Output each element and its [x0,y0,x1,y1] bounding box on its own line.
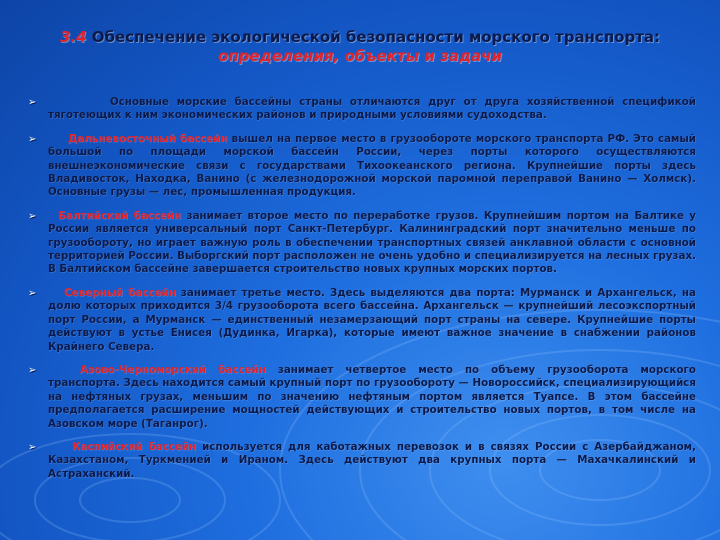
slide-title [30,28,690,66]
title-main: Обеспечение экологической безопасности морского транспорта: [91,28,661,46]
bullet-item-caspian [26,441,696,481]
bullet-text: занимает третье место. Здесь выделяются два порта: Мурманск и Архангельск, на долю которых приходится 3/4 грузооборота всего бассейна. Архангельск — крупнейший лесоэкспортный порт России, а Мурманск — единственный незамерзающий порт страны на севере. Крупнейшие порты действуют в устье Енисея (Дудинка, Игарка), которые имеют важное значение в снабжении районов Крайнего Севера. [48,286,696,353]
bullet-text: занимает второе место по переработке грузов. Крупнейшим портом на Балтике у России является универсальный порт Санкт-Петербург. Калининградский порт значительно меньше по грузообороту, но играет важную роль в обеспечении транспортных связей анклавной области с основной территорией России. Выборгский порт расположен не очень удобно и специализируется на лесных грузах. В Балтийском бассейне завершается строительство новых крупных морских портов. [48,209,696,276]
bullet-item-baltic [26,210,696,277]
title-number: 3.4 [59,28,87,46]
bullet-highlight: Дальневосточный бассейн [68,132,228,145]
bullet-highlight: Азово-Черноморский бассейн [80,363,266,376]
arrow-bullet-icon: ➢ [28,133,37,145]
bullet-item-far-east [26,133,696,200]
bullet-item-north [26,287,696,354]
arrow-bullet-icon: ➢ [28,441,37,453]
bullet-text: Основные морские бассейны страны отличаются друг от друга хозяйственной спецификой тяготеющих к ним экономических районов и природными условиями судоходства. [48,96,696,122]
arrow-bullet-icon: ➢ [28,97,37,108]
bullet-highlight: Балтийский бассейн [58,209,182,222]
bullet-item-overview [26,96,696,123]
bullet-text: используется для каботажных перевозок и в связях России с Азербайджаном, Казахстаном, Туркменией и Ираном. Здесь действуют два крупных порта — Махачкалинский и Астраханский. [48,440,696,480]
arrow-bullet-icon: ➢ [28,364,37,376]
bullet-item-azov-black-sea [26,364,696,431]
bullet-highlight: Северный бассейн [64,286,176,299]
arrow-bullet-icon: ➢ [28,210,37,222]
bullet-highlight: Каспийский бассейн [72,440,197,453]
bullet-list [26,96,696,491]
title-subtitle: определения, объекты и задачи [218,47,502,65]
arrow-bullet-icon: ➢ [28,287,37,299]
bullet-text: занимает четвертое место по объему грузооборота морского транспорта. Здесь находится самый крупный порт по грузообороту — Новороссийск, специализирующийся на нефтяных грузах, меньшим по значению нефтяным портом является Туапсе. В этом бассейне предполагается расширение мощностей действующих и строительство новых портов, в том числе на Азовском море (Таганрог). [48,363,696,430]
bullet-text: вышел на первое место в грузообороте морского транспорта РФ. Это самый большой по площади морской бассейн России, через порты которого осуществляются внешнеэкономические связи с государствами Тихоокеанского региона. Крупнейшие порты здесь Владивосток, Находка, Ванино (с железнодорожной морской паромной переправой Ванино — Холмск). Основные грузы — лес, промышленная продукция. [48,132,696,199]
